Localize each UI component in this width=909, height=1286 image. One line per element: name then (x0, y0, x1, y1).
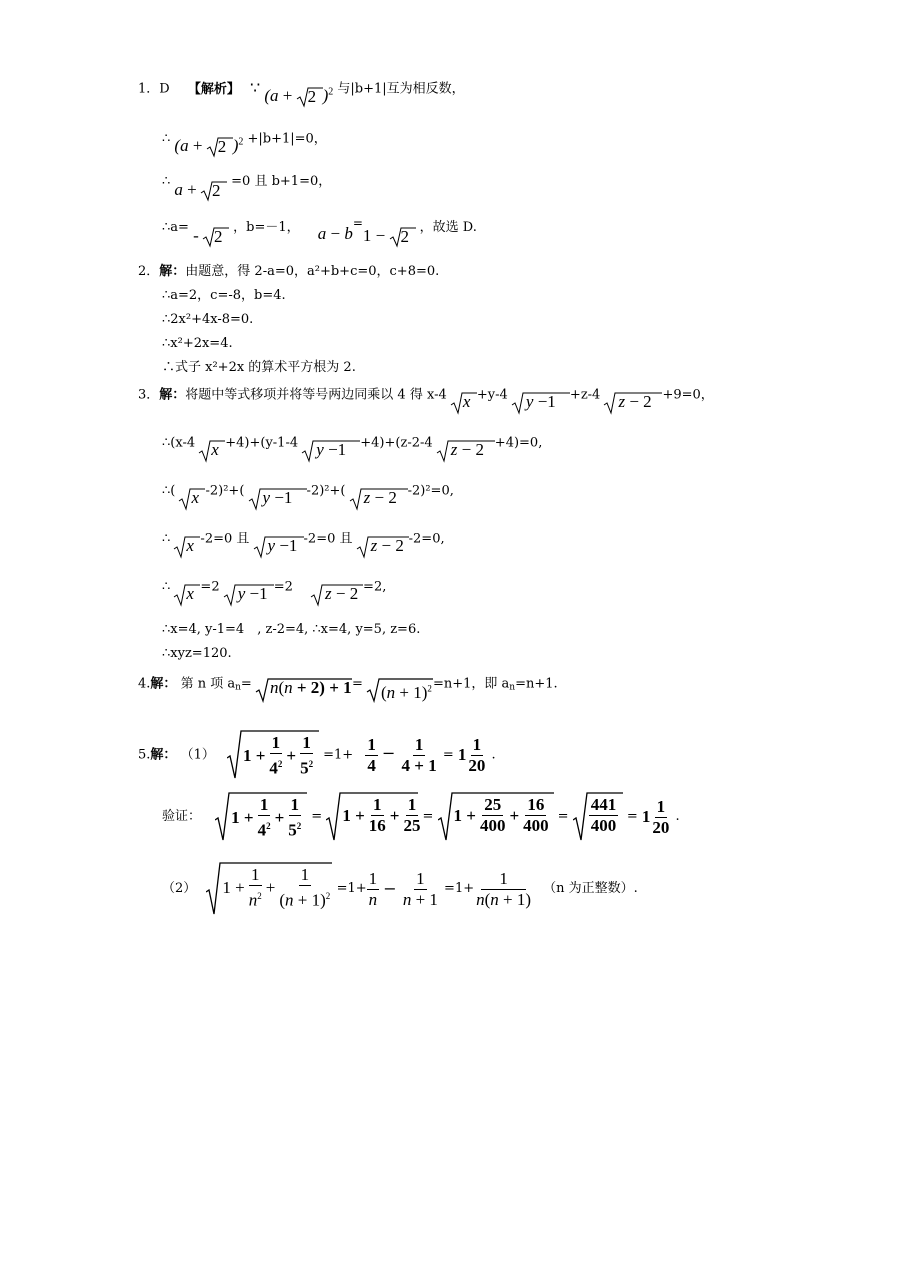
verify-sqrt2: 1 + $\frac{1}{16}$ + $\frac{1}{25}$ (326, 792, 418, 842)
p3-line5 (162, 576, 387, 603)
sqrt-z-2: z − 2 (604, 392, 662, 414)
p3-l5-t2: =2 (273, 579, 293, 595)
sqrt-n-plus-1-squared: $(n + 1)^2$ (367, 678, 433, 702)
p5-part2-label: （2） (162, 881, 197, 896)
p1-l4c: ，故选 D. (419, 220, 477, 235)
p5-part2-sqrt: 1 + $\frac{1}{n^2}$ + $\frac{1}{(n + 1)^2}$ (206, 862, 332, 916)
p1-line2: ∴ (a + 2 )$^2$ +|b+1|=0， (162, 131, 327, 156)
p3-l4-t0: ∴ (162, 531, 171, 547)
p5-verify-label: 验证： (162, 809, 202, 824)
p3-l2-t2: +4)+(z-2-4 (360, 435, 433, 451)
p1-expr2: (a + 2 )$^2$ (174, 135, 244, 156)
p5-part1: （1） (180, 747, 215, 763)
p4-tag: 解： (150, 676, 177, 692)
p1-l3-text: =0 且 b+1=0， (231, 174, 332, 189)
p1-line3: ∴ a + 2 =0 且 b+1=0， (162, 174, 332, 201)
p2-tag: 解： (159, 264, 186, 279)
p3-line7: ∴xyz=120. (162, 646, 232, 661)
sqrt-n-n-plus-2-plus-1: n(n + 2) + 1 (256, 678, 352, 702)
p3-l1-t0: 将题中等式移项并将等号两边同乘以 4 得 x-4 (185, 387, 447, 403)
p5-number: 5. (138, 747, 151, 763)
sqrt-x: x (174, 584, 200, 606)
p3-tag: 解： (159, 387, 186, 403)
p3-l1-t3: +9=0， (662, 387, 714, 403)
p4-b: = (240, 676, 252, 692)
p3-line6: ∴x=4, y-1=4 , z-2=4, ∴x=4, y=5, z=6. (162, 622, 421, 637)
frac-1-20-verify: $\frac{1}{20}$ (652, 796, 670, 837)
p1-because: ∵ (250, 77, 261, 97)
p3-l2-t0: ∴(x-4 (162, 435, 196, 451)
p4-d: =n+1，即 a (432, 676, 510, 692)
verify-sqrt1: 1 + $\frac{1}{4^2}$ + $\frac{1}{5^2}$ (215, 792, 307, 842)
p4-line: 4.解： 第 n 项 $a_n=$ n(n + 2) + 1= $(n + 1)^2=n+1$，即 $a_n=n+1$. (138, 676, 558, 702)
frac-1-n: $\frac{1}{n}$ (368, 868, 378, 909)
p3-l3-t3: -2)²=0, (407, 483, 454, 499)
p2-text-0: 由题意，得 2-a=0，a²+b+c=0，c+8=0. (185, 264, 440, 279)
p4-a: 第 n 项 a (180, 676, 236, 692)
p4-e: =n+1. (515, 676, 558, 692)
p2-line1 (138, 262, 439, 282)
p5-note: （n 为正整数）. (543, 881, 638, 896)
p1-tag: 【解析】 (187, 81, 240, 97)
p3-l3-t0: ∴( (162, 483, 176, 499)
p1-number: 1．D (138, 81, 170, 97)
p1-line1 (138, 74, 465, 106)
p2-line5: ∴式子 x²+2x 的算术平方根为 2. (162, 360, 356, 375)
p1-expr6: 1 − 2 (363, 226, 416, 245)
sqrt-z-2: z − 2 (350, 488, 408, 510)
p5-eq2: = (442, 747, 454, 763)
p3-l4-t1: -2=0 且 (200, 531, 250, 547)
p2-number: 2． (138, 264, 160, 279)
sqrt-z-2: z − 2 (357, 536, 409, 558)
verify-sqrt3: 1 + $\frac{25}{400}$ + $\frac{16}{400}$ (438, 792, 554, 842)
p3-l4-t2: -2=0 且 (303, 531, 353, 547)
sqrt-x: x (451, 392, 477, 414)
p1-l4a: ∴a= (162, 220, 189, 235)
verify-sqrt4: $\frac{441}{400}$ (573, 792, 623, 842)
p5-verify: 验证： 1 + $\frac{1}{4^2}$ + $\frac{1}{5^2}$ = 1 + $\frac{1}{16}$ + $\frac{1}{25}$ = 1 + $\frac{25}{400}$ + $\frac{16}{400}$ = $\frac{441}{400}$ = 1 $\frac{1}{20}$ . (162, 792, 680, 844)
p4-c: = (351, 676, 363, 692)
p1-expr5: a − b (317, 224, 353, 243)
p2-line2: ∴a=2，c=-8，b=4. (162, 288, 286, 303)
sqrt-y-1: y −1 (302, 440, 360, 462)
p1-l1-text: 与|b+1|互为相反数， (337, 81, 465, 97)
p5-eq4: =1+ (444, 881, 475, 896)
p5-sqrt1: 1 + $\frac{1}{4^2}$ + $\frac{1}{5^2}$ (227, 730, 319, 780)
p3-l4-t3: -2=0, (408, 531, 445, 547)
p3-l1-t2: +z-4 (569, 387, 601, 403)
p3-l3-t1: -2)²+( (205, 483, 245, 499)
p3-l5-t0: ∴ (162, 579, 171, 595)
p3-l2-t1: +4)+(y-1-4 (225, 435, 299, 451)
frac-1-4: $\frac{1}{4}$ (367, 734, 376, 775)
sqrt-x: x (174, 536, 200, 558)
p5-eq1: =1+ (323, 747, 354, 763)
sqrt-x: x (199, 440, 225, 462)
p3-l5-t1: =2 (200, 579, 220, 595)
p3-line2 (162, 432, 543, 459)
p3-line1 (138, 384, 714, 411)
p3-l5-t3: =2, (363, 579, 387, 595)
p2-line4: ∴x²+2x=4. (162, 336, 233, 351)
p5-eq3: =1+ (336, 881, 367, 896)
p1-expr1: (a + 2 )$^2$ (264, 85, 334, 106)
frac-1-20: $\frac{1}{20}$ (468, 734, 486, 775)
sqrt-z-2: z − 2 (437, 440, 495, 462)
p3-l2-t3: +4)=0, (494, 435, 543, 451)
p1-expr4: - 2 (193, 226, 229, 245)
p3-l3-t2: -2)²+( (306, 483, 346, 499)
p1-l2-text: +|b+1|=0， (247, 131, 327, 147)
p5-line1: 5.解： （1） 1 + $\frac{1}{4^2}$ + $\frac{1}{5^2}$ =1+ $\frac{1}{4}$ − $\frac{1}{4 + 1}$ = 1 $\frac{1}{20}$ . (138, 730, 496, 780)
p1-l4b: ，b=－1， (233, 220, 300, 235)
p1-expr3: a + 2 (174, 180, 227, 199)
sqrt-y-1: y −1 (254, 536, 304, 558)
p3-line4 (162, 528, 445, 555)
sqrt-y-1: y −1 (249, 488, 307, 510)
sqrt-z-2: z − 2 (311, 584, 363, 606)
p3-number: 3． (138, 387, 160, 403)
frac-1-n-plus-1: $\frac{1}{n + 1}$ (402, 868, 438, 909)
p1-line4: ∴a= - 2 ，b=－1， a − b=1 − 2 ，故选 D. (162, 216, 477, 247)
sqrt-x: x (179, 488, 205, 510)
frac-1-4-plus-1: $\frac{1}{4 + 1}$ (401, 734, 437, 775)
p3-l1-t1: +y-4 (476, 387, 508, 403)
p5-part2-line: （2） 1 + $\frac{1}{n^2}$ + $\frac{1}{(n + 1)^2}$ =1+ $\frac{1}{n}$ − $\frac{1}{n + 1}$ =1+ $\frac{1}{n(n + 1)}$ （n 为正整数）. (162, 862, 638, 916)
p2-line3: ∴2x²+4x-8=0. (162, 312, 254, 327)
sqrt-y-1: y −1 (512, 392, 570, 414)
sqrt-y-1: y −1 (224, 584, 274, 606)
p4-number: 4. (138, 676, 151, 692)
frac-1-n-n-plus-1: $\frac{1}{n(n + 1)}$ (476, 868, 532, 909)
p3-line3 (162, 480, 454, 507)
p5-tag: 解： (150, 747, 177, 763)
